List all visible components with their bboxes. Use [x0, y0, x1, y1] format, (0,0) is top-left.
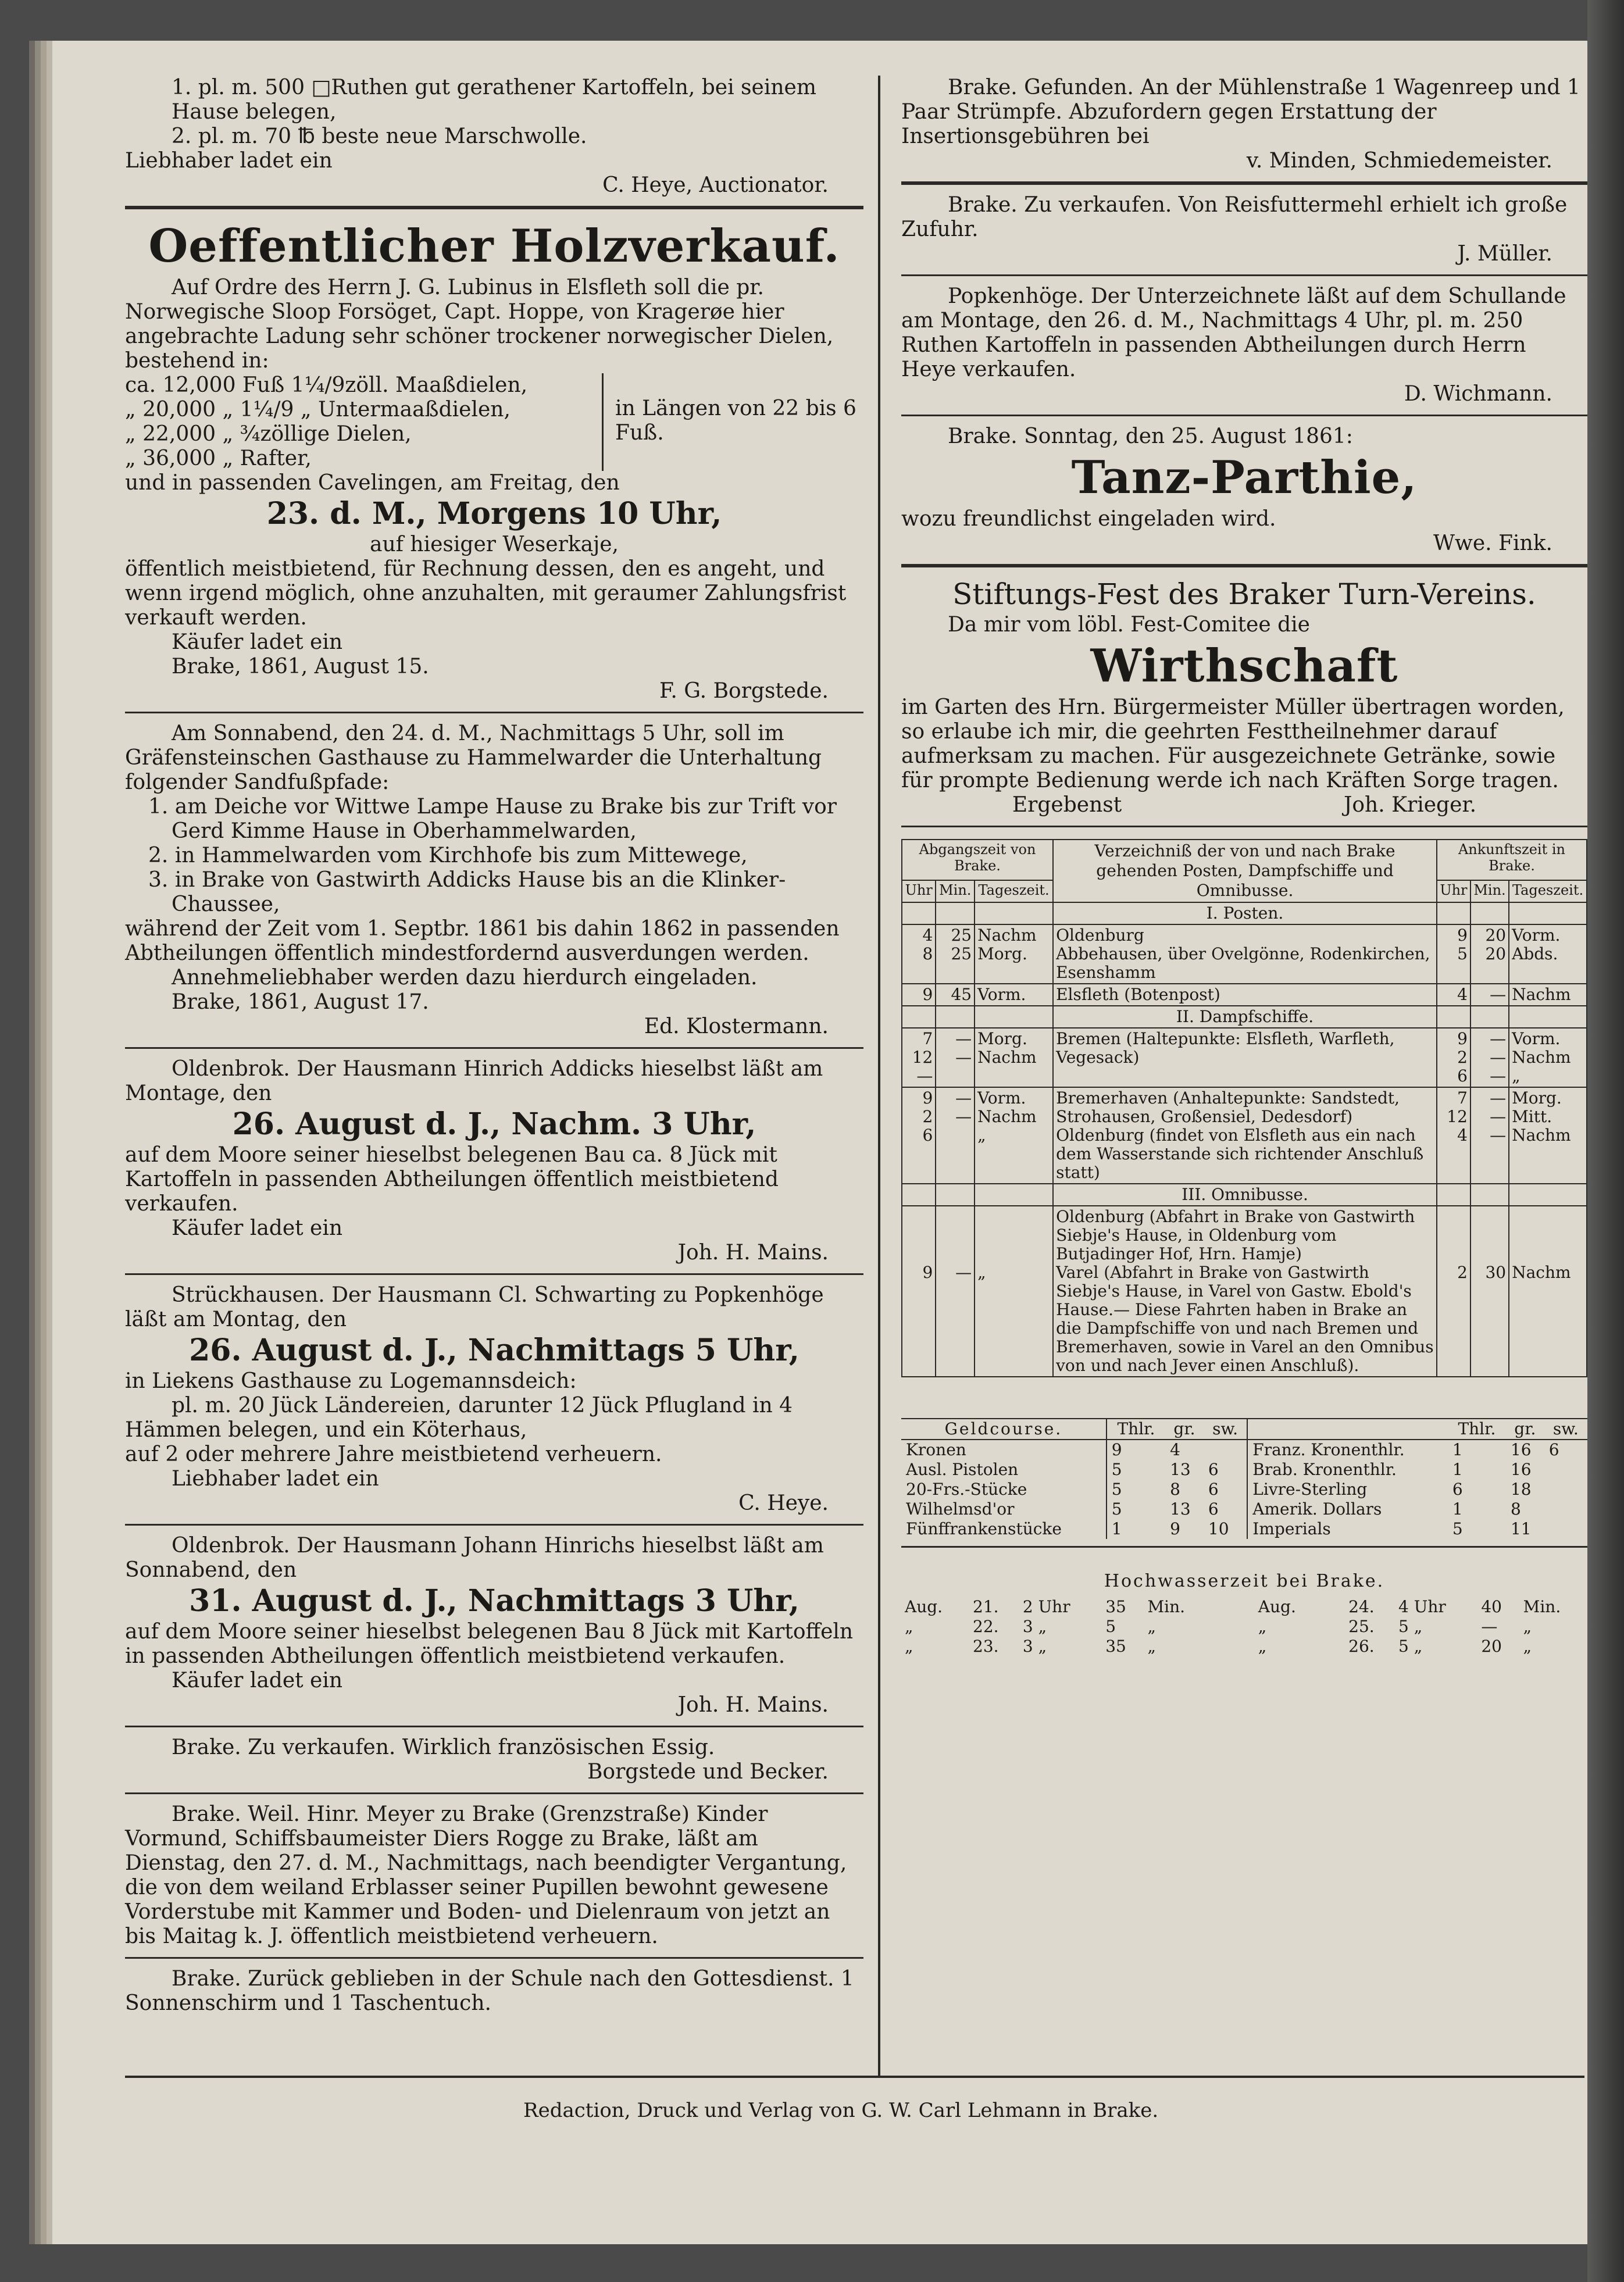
empty-cell [936, 1006, 975, 1028]
empty-cell [1437, 902, 1470, 924]
route-desc: Oldenburg Abbehausen, über Ovelgönne, Rodenkirchen, Esenshamm [1053, 924, 1437, 984]
coin-name: Livre-Sterling [1252, 1480, 1368, 1499]
route-desc: Elsfleth (Botenpost) [1053, 984, 1437, 1006]
ad-sonnenschirm [125, 1967, 863, 2016]
arr-hour: 9 2 6 [1437, 1028, 1470, 1087]
schedule-row [902, 1028, 1587, 1087]
arr-tageszeit: Vorm. Abds. [1509, 924, 1587, 984]
hochwasser-cell: 26. [1348, 1637, 1375, 1656]
path-item: 1. am Deiche vor Wittwe Lampe Hause zu Brake bis zur Trift vor Gerd Kimme Hause in Oberhammelwarden, [148, 795, 837, 843]
ad-sandfusspfade [125, 722, 863, 1039]
header-description: Verzeichniß der von und nach Brake gehenden Posten, Dampfschiffe und Omnibusse. [1053, 840, 1437, 902]
hochwasser-cell: „ [1523, 1617, 1532, 1636]
path-item: 2. in Hammelwarden vom Kirchhofe bis zum Mittewege, [148, 844, 748, 867]
thlr-value: 1 [1452, 1460, 1463, 1479]
thlr-value: 5 [1111, 1480, 1122, 1499]
hochwasser-cell: — [1481, 1617, 1498, 1636]
sub-min: Min. [1470, 880, 1509, 902]
dep-tageszeit: „ [975, 1206, 1053, 1377]
hochwasser-cell: 5 „ [1398, 1637, 1423, 1656]
dep-hour: 9 [902, 1206, 936, 1377]
divider [901, 826, 1587, 827]
route-desc: Bremen (Haltepunkte: Elsfleth, Warfleth, Vegesack) [1053, 1028, 1437, 1087]
ad-signature: J. Müller. [1457, 242, 1552, 266]
coin-name: Kronen [901, 1440, 1107, 1460]
thlr-value: 6 [1452, 1480, 1463, 1499]
ad-addicks [125, 1057, 863, 1265]
hochwasser-cell: „ [1147, 1617, 1157, 1636]
ad-place: auf hiesiger Weserkaje, [370, 533, 619, 556]
route-desc: Bremerhaven (Anhaltepunkte: Sandstedt, Strohausen, Großensiel, Dedesdorf) Oldenburg (findet von Elsfleth aus ein nach dem Wasserstande sich richtender Anschluß statt) [1053, 1087, 1437, 1184]
ad-intro: Auf Ordre des Herrn J. G. Lubinus in Elsfleth soll die pr. Norwegische Sloop Forsöget, Capt. Hoppe, von Kragerøe hier angebrachte Ladung sehr schöner trockener norwegischer Dielen, bestehend in: [125, 276, 834, 373]
divider [125, 1957, 863, 1959]
hochwasser-cell: 2 Uhr [1022, 1597, 1070, 1616]
divider [901, 415, 1587, 416]
ad-signature: v. Minden, Schmiedemeister. [1246, 149, 1552, 173]
ad-body: Brake. Zu verkaufen. Von Reisfuttermehl erhielt ich große Zufuhr. [901, 193, 1568, 241]
right-column [901, 76, 1587, 1656]
thlr-value: 5 [1111, 1460, 1122, 1479]
hochwasser-body [901, 1597, 1587, 1656]
ad-signature: Wwe. Fink. [1433, 531, 1552, 555]
divider [901, 274, 1587, 276]
ad-line: Liebhaber ladet ein [125, 149, 333, 173]
lumber-length-text: in Längen von 22 bis 6 Fuß. [615, 397, 856, 445]
hochwasser-cell: 5 „ [1398, 1617, 1423, 1636]
geld-row [901, 1519, 1587, 1539]
sw-value: 6 [1204, 1480, 1247, 1499]
schedule-section-title: II. Dampfschiffe. [1053, 1006, 1437, 1028]
ad-essig [125, 1735, 863, 1784]
hochwasser-cell: 24. [1348, 1597, 1375, 1616]
ad-line: Hause belegen, [172, 100, 337, 124]
schedule-row [902, 984, 1587, 1006]
coin-name: Fünffrankenstücke [901, 1519, 1107, 1539]
arr-min: 20 20 [1470, 924, 1509, 984]
sw-value: 6 [1548, 1440, 1559, 1459]
thlr-value: 5 [1111, 1499, 1122, 1519]
schedule-row [902, 1206, 1587, 1377]
ad-line: Annehmeliebhaber werden dazu hierdurch eingeladen. [172, 966, 758, 990]
hochwasser-cell: 25. [1348, 1617, 1375, 1636]
ad-line: Käufer ladet ein [172, 1669, 343, 1692]
ad-schwarting [125, 1283, 863, 1516]
arr-tageszeit: Nachm [1509, 984, 1587, 1006]
ad-intro: Am Sonnabend, den 24. d. M., Nachmittags 5 Uhr, soll im Gräfensteinschen Gasthause zu Hammelwarder die Unterhaltung folgender Sandfußpfade: [125, 722, 822, 794]
arr-hour: 7 12 4 [1437, 1087, 1470, 1184]
hochwasser-cell: „ [1258, 1617, 1267, 1636]
coin-name: Wilhelmsd'or [901, 1499, 1107, 1519]
geld-header-row [901, 1419, 1587, 1440]
ad-body: Brake. Zu verkaufen. Wirklich französischen Essig. [172, 1735, 715, 1759]
empty-cell [1470, 1184, 1509, 1206]
path-list [125, 795, 863, 917]
ad-dateline: Brake. Sonntag, den 25. August 1861: [948, 424, 1353, 448]
geld-h-sw: sw. [1544, 1419, 1587, 1440]
hochwasser-cell: Aug. [1258, 1597, 1296, 1616]
ad-signature: Ed. Klostermann. [644, 1015, 829, 1038]
sub-uhr: Uhr [1437, 880, 1470, 902]
divider [125, 712, 863, 713]
ad-body: Popkenhöge. Der Unterzeichnete läßt auf dem Schullande am Montage, den 26. d. M., Nachmittags 4 Uhr, pl. m. 250 Ruthen Kartoffeln in passenden Abtheilungen durch Herrn Heye verkaufen. [901, 284, 1566, 381]
ad-signature: Joh. H. Mains. [677, 1241, 829, 1265]
hochwasser-cell: Min. [1147, 1597, 1186, 1616]
gr-value: 8 [1510, 1499, 1521, 1519]
geld-row [901, 1460, 1587, 1480]
coin-name: 20-Frs.-Stücke [901, 1480, 1107, 1499]
hochwasser-cell: Min. [1523, 1597, 1561, 1616]
gr-value: 4 [1170, 1440, 1180, 1459]
header-departure: Abgangszeit von Brake. [902, 840, 1053, 880]
dep-min: 25 25 [936, 924, 975, 984]
dep-min: — [936, 1206, 975, 1377]
sw-value [1544, 1499, 1587, 1519]
hochwasser-row [901, 1617, 1587, 1637]
geld-h-gr: gr. [1506, 1419, 1544, 1440]
dep-hour: 4 8 [902, 924, 936, 984]
ad-date: 23. d. M., Morgens 10 Uhr, [266, 496, 722, 531]
geld-row [901, 1499, 1587, 1519]
empty-cell [1470, 902, 1509, 924]
ad-body: öffentlich meistbietend, für Rechnung dessen, den es angeht, und wenn irgend möglich, ohne anzuhalten, mit geraumer Zahlungsfrist verkauft werden. [125, 557, 847, 630]
ad-hinrichs [125, 1534, 863, 1717]
divider [125, 1047, 863, 1049]
gr-value: 9 [1170, 1519, 1180, 1538]
route-desc: Oldenburg (Abfahrt in Brake von Gastwirth Siebje's Hause, in Oldenburg vom Butjadinger Hof, Hrn. Hamje) Varel (Abfahrt in Brake von Gastwirth Siebje's Hause, in Varel von Gastw. Ebold's Hause.— Diese Fahrten haben in Brake an die Dampfschiffe von und nach Bremen und Bremerhaven, sowie in Varel an den Omnibus von und nach Jever einen Anschluß). [1053, 1206, 1437, 1377]
sub-min: Min. [936, 880, 975, 902]
ad-intro: Strückhausen. Der Hausmann Cl. Schwarting zu Popkenhöge läßt am Montag, den [125, 1283, 824, 1331]
ad-line: Liebhaber ladet ein [172, 1467, 379, 1491]
ad-date: 31. August d. J., Nachmittags 3 Uhr, [189, 1583, 799, 1619]
ad-wichmann [901, 284, 1587, 406]
schedule-section [901, 839, 1587, 1377]
ad-line: und in passenden Cavelingen, am Freitag, den [125, 471, 620, 495]
ad-closing [901, 793, 1587, 817]
dep-min: — — [936, 1087, 975, 1184]
ad-body: Brake. Weil. Hinr. Meyer zu Brake (Grenzstraße) Kinder Vormund, Schiffsbaumeister Diers Rogge zu Brake, läßt am Dienstag, den 27. d. M., Nachmittags, nach beendigter Vergantung, die von dem weiland Erblasser seiner Pupillen bewohnt gewesene Vorderstube mit Kammer und Boden- und Dielenraum von jetzt an bis Maitag k. J. öffentlich meistbietend verheuern. [125, 1802, 847, 1948]
thlr-value: 1 [1452, 1440, 1463, 1459]
ad-line: Käufer ladet ein [172, 1216, 343, 1240]
ad-ergebenst: Ergebenst [1012, 793, 1122, 817]
hochwasser-cell: 40 [1481, 1597, 1502, 1616]
coin-name: Brab. Kronenthlr. [1252, 1460, 1397, 1479]
ad-big-word: Wirthschaft [1090, 640, 1398, 692]
ad-signature: C. Heye, Auctionator. [602, 173, 829, 197]
empty-cell [1437, 1184, 1470, 1206]
ad-line: 2. pl. m. 70 ℔ beste neue Marschwolle. [172, 124, 587, 148]
dep-hour: 9 2 6 [902, 1087, 936, 1184]
dep-tageszeit: Morg. Nachm [975, 1028, 1053, 1087]
sw-value: 6 [1204, 1460, 1247, 1480]
arr-tageszeit: Morg. Mitt. Nachm [1509, 1087, 1587, 1184]
coin-name: Amerik. Dollars [1252, 1499, 1382, 1519]
hochwasser-cell: 3 „ [1022, 1617, 1047, 1636]
ad-body: während der Zeit vom 1. Septbr. 1861 bis dahin 1862 in passenden Abtheilungen öffentlich mindestfordernd ausverdungen werden. [125, 917, 840, 965]
lumber-item: „ 20,000 „ 1¼/9 „ Untermaaßdielen, [125, 398, 511, 422]
hochwasser-cell: 5 [1105, 1617, 1116, 1636]
hochwasser-row [901, 1637, 1587, 1656]
header-arrival: Ankunftszeit in Brake. [1437, 840, 1587, 880]
ad-turnverein [901, 576, 1587, 817]
thlr-value: 9 [1111, 1440, 1122, 1459]
empty-cell [975, 1184, 1053, 1206]
gr-value: 18 [1510, 1480, 1532, 1499]
empty-cell [1437, 1006, 1470, 1028]
empty-cell [975, 902, 1053, 924]
divider [125, 1792, 863, 1794]
divider [125, 206, 863, 209]
ad-dateline: Brake, 1861, August 15. [172, 655, 429, 678]
ad-title: Tanz-Parthie, [1071, 451, 1418, 504]
ad-body: auf dem Moore seiner hieselbst belegenen Bau 8 Jück mit Kartoffeln in passenden Abtheilungen öffentlich meistbietend verkaufen. [125, 1620, 854, 1668]
ad-dateline: Brake, 1861, August 17. [172, 990, 429, 1014]
dep-min: — — [936, 1028, 975, 1087]
geld-row [901, 1440, 1587, 1460]
geld-h-gr: gr. [1165, 1419, 1204, 1440]
hochwasser-cell: „ [1523, 1637, 1532, 1656]
sw-value: 6 [1204, 1499, 1247, 1519]
ad-kartoffeln-auction [125, 76, 863, 198]
ad-date: 26. August d. J., Nachm. 3 Uhr, [232, 1106, 756, 1142]
imprint-footer: Redaction, Druck und Verlag von G. W. Carl Lehmann in Brake. [523, 2099, 1159, 2122]
ad-gefunden [901, 76, 1587, 173]
gr-value: 11 [1510, 1519, 1532, 1538]
ad-body: im Garten des Hrn. Bürgermeister Müller übertragen worden, so erlaube ich mir, die geehrten Festtheilnehmer darauf aufmerksam zu machen. Für ausgezeichnete Getränke, sowie für prompte Bedienung werde ich nach Kräften Sorge tragen. [901, 695, 1565, 792]
ad-signature: D. Wichmann. [1404, 382, 1552, 406]
page-edge [1587, 0, 1624, 2282]
divider [125, 1726, 863, 1727]
hochwasser-cell: Aug. [905, 1597, 943, 1616]
ad-body: Brake. Zurück geblieben in der Schule nach den Gottesdienst. 1 Sonnenschirm und 1 Taschentuch. [125, 1967, 854, 2015]
hochwasser-cell: 35 [1105, 1597, 1126, 1616]
sub-uhr: Uhr [902, 880, 936, 902]
arr-min: 30 [1470, 1206, 1509, 1377]
ad-signature: F. G. Borgstede. [659, 679, 829, 703]
arr-hour: 2 [1437, 1206, 1470, 1377]
hochwasser-cell: 35 [1105, 1637, 1126, 1656]
arr-min: — [1470, 984, 1509, 1006]
ad-intro: Oldenbrok. Der Hausmann Hinrich Addicks hieselbst läßt am Montage, den [125, 1057, 823, 1105]
schedule-row [902, 1184, 1587, 1206]
ad-line: Käufer ladet ein [172, 630, 343, 654]
ad-body: pl. m. 20 Jück Ländereien, darunter 12 Jück Pflugland in 4 Hämmen belegen, und ein Köterhaus, [125, 1394, 793, 1442]
lumber-item: „ 22,000 „ ¾zöllige Dielen, [125, 422, 412, 446]
sw-value [1544, 1480, 1587, 1499]
arr-tageszeit: Nachm [1509, 1206, 1587, 1377]
ad-signature: Joh. Krieger. [1343, 793, 1477, 817]
hochwasser-cell: „ [905, 1637, 913, 1656]
ad-body: wozu freundlichst eingeladen wird. [901, 507, 1276, 531]
empty-cell [1509, 1006, 1587, 1028]
ad-body: auf dem Moore seiner hieselbst belegenen Bau ca. 8 Jück mit Kartoffeln in passenden Abtheilungen öffentlich meistbietend verkaufen. [125, 1143, 779, 1216]
ad-holzverkauf [125, 217, 863, 703]
arr-hour: 9 5 [1437, 924, 1470, 984]
ad-date: 26. August d. J., Nachmittags 5 Uhr, [189, 1333, 799, 1368]
arr-hour: 4 [1437, 984, 1470, 1006]
hochwasser-cell: 20 [1481, 1637, 1502, 1656]
arr-tageszeit: Vorm. Nachm „ [1509, 1028, 1587, 1087]
ad-body: auf 2 oder mehrere Jahre meistbietend verheuern. [125, 1442, 662, 1466]
left-column [125, 76, 863, 2024]
footer-divider [125, 2076, 1584, 2078]
ad-place: in Liekens Gasthause zu Logemannsdeich: [125, 1369, 577, 1393]
schedule-row [902, 902, 1587, 924]
geld-h-thlr: Thlr. [1448, 1419, 1506, 1440]
hochwasser-row [901, 1597, 1587, 1617]
sub-tag: Tageszeit. [1509, 880, 1587, 902]
coin-name: Franz. Kronenthlr. [1252, 1440, 1405, 1459]
hochwasser-cell: 4 Uhr [1398, 1597, 1446, 1616]
ad-meyer [125, 1802, 863, 1949]
gr-value: 16 [1510, 1460, 1532, 1479]
divider [901, 564, 1587, 567]
geldcourse-table [901, 1418, 1587, 1539]
sub-tag: Tageszeit. [975, 880, 1053, 902]
thlr-value: 1 [1111, 1519, 1122, 1538]
ad-body: Brake. Gefunden. An der Mühlenstraße 1 Wagenreep und 1 Paar Strümpfe. Abzufordern gegen Erstattung der Insertionsgebühren bei [901, 76, 1580, 148]
schedule-row [902, 924, 1587, 984]
ad-signature: C. Heye. [738, 1491, 829, 1515]
sw-value: 10 [1204, 1519, 1247, 1539]
empty-cell [975, 1006, 1053, 1028]
empty-cell [902, 1184, 936, 1206]
divider [125, 1524, 863, 1526]
divider [125, 1273, 863, 1275]
lumber-item: ca. 12,000 Fuß 1¼/9zöll. Maaßdielen, [125, 373, 528, 397]
ad-signature: Joh. H. Mains. [677, 1693, 829, 1717]
gr-value: 8 [1170, 1480, 1180, 1499]
ad-tanz-parthie [901, 424, 1587, 556]
hochwasser-table [901, 1597, 1587, 1656]
schedule-section-title: I. Posten. [1053, 902, 1437, 924]
arr-min: — — — [1470, 1087, 1509, 1184]
schedule-row [902, 1006, 1587, 1028]
ad-line: 1. pl. m. 500 □Ruthen gut gerathener Kartoffeln, bei seinem [172, 76, 816, 99]
hochwasser-cell: 21. [973, 1597, 999, 1616]
ad-line: Da mir vom löbl. Fest-Comitee die [948, 613, 1310, 637]
geld-row [901, 1480, 1587, 1499]
geld-blank [1247, 1419, 1448, 1440]
thlr-value: 5 [1452, 1519, 1463, 1538]
hochwasser-cell: „ [905, 1617, 913, 1636]
sw-value [1544, 1519, 1587, 1539]
empty-cell [1470, 1006, 1509, 1028]
schedule-body [902, 902, 1587, 1377]
thlr-value: 1 [1452, 1499, 1463, 1519]
hochwasser-cell: 23. [973, 1637, 999, 1656]
lumber-length [602, 373, 863, 471]
coin-name: Ausl. Pistolen [901, 1460, 1107, 1480]
divider [901, 1546, 1587, 1548]
arr-min: — — — [1470, 1028, 1509, 1087]
coin-name: Imperials [1252, 1519, 1331, 1538]
schedule-header-row [902, 840, 1587, 880]
empty-cell [1509, 1184, 1587, 1206]
lumber-items [125, 373, 602, 471]
schedule-section-title: III. Omnibusse. [1053, 1184, 1437, 1206]
ad-reisfuttermehl [901, 193, 1587, 266]
schedule-row [902, 1087, 1587, 1184]
gr-value: 13 [1170, 1460, 1191, 1479]
ad-title: Oeffentlicher Holzverkauf. [148, 220, 840, 273]
divider [901, 181, 1587, 185]
dep-tageszeit: Nachm Morg. [975, 924, 1053, 984]
empty-cell [1509, 902, 1587, 924]
geldcourse-section [901, 1418, 1587, 1548]
dep-min: 45 [936, 984, 975, 1006]
geld-title: Geldcourse. [901, 1419, 1107, 1440]
hochwasser-cell: 3 „ [1022, 1637, 1047, 1656]
sw-value [1204, 1440, 1247, 1460]
geld-h-thlr: Thlr. [1107, 1419, 1165, 1440]
column-divider [878, 76, 880, 2076]
ad-signature: Borgstede und Becker. [587, 1760, 829, 1784]
gr-value: 13 [1170, 1499, 1191, 1519]
transport-schedule-table [901, 839, 1587, 1377]
hochwasser-cell: „ [1147, 1637, 1157, 1656]
hochwasser-title: Hochwasserzeit bei Brake. [1104, 1571, 1385, 1591]
lumber-item: „ 36,000 „ Rafter, [125, 447, 312, 470]
dep-tageszeit: Vorm. [975, 984, 1053, 1006]
path-item: 3. in Brake von Gastwirth Addicks Hause bis an die Klinker-Chaussee, [148, 868, 786, 916]
ad-intro: Oldenbrok. Der Hausmann Johann Hinrichs hieselbst läßt am Sonnabend, den [125, 1534, 824, 1582]
dep-hour: 9 [902, 984, 936, 1006]
dep-hour: 7 12 — [902, 1028, 936, 1087]
geld-h-sw: sw. [1204, 1419, 1247, 1440]
geld-body [901, 1440, 1587, 1539]
gr-value: 16 [1510, 1440, 1532, 1459]
hochwasser-cell: „ [1258, 1637, 1267, 1656]
dep-tageszeit: Vorm. Nachm „ [975, 1087, 1053, 1184]
hochwasser-section [901, 1571, 1587, 1656]
empty-cell [902, 1006, 936, 1028]
empty-cell [936, 902, 975, 924]
empty-cell [902, 902, 936, 924]
sw-value [1544, 1460, 1587, 1480]
empty-cell [936, 1184, 975, 1206]
lumber-list [125, 373, 863, 471]
ad-title: Stiftungs-Fest des Braker Turn-Vereins. [952, 577, 1536, 611]
hochwasser-cell: 22. [973, 1617, 999, 1636]
